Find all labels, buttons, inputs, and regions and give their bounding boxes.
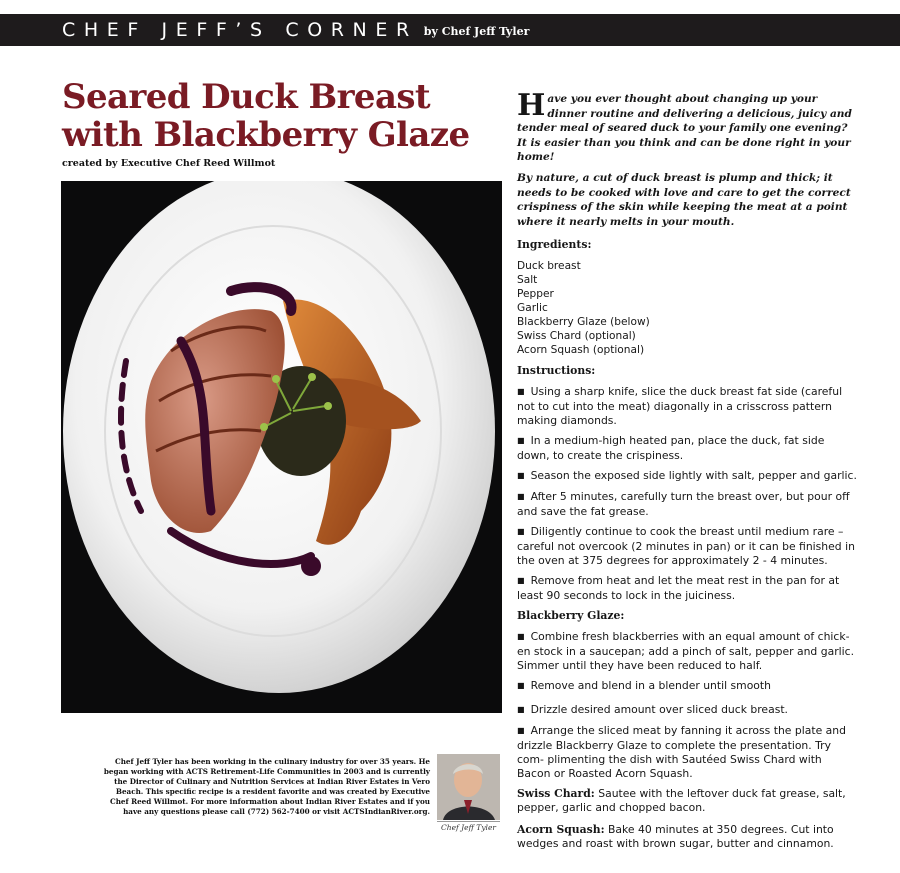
- section-banner: [0, 14, 900, 46]
- drop-cap: H: [517, 88, 546, 123]
- instruction-step: ■ After 5 minutes, carefully turn the breast over, but pour off and save the fat grease.: [517, 490, 857, 519]
- section-title: CHEF JEFF’S CORNER: [62, 19, 418, 41]
- acorn-squash-text: Bake 40 minutes at 350 degrees. Cut into wedges and roast with brown sugar, butter and cinnamon.: [517, 823, 834, 851]
- ingredient-item: Swiss Chard (optional): [517, 330, 636, 343]
- chef-portrait-illustration: [437, 754, 500, 820]
- swiss-chard-label: Swiss Chard:: [517, 787, 595, 801]
- ingredient-item: Duck breast: [517, 260, 581, 273]
- dish-photo: [61, 181, 502, 713]
- acorn-squash-label: Acorn Squash:: [517, 823, 605, 837]
- acorn-squash-note: [517, 823, 857, 851]
- chef-portrait: [437, 754, 500, 820]
- ingredients-heading: Ingredients:: [517, 238, 592, 252]
- ingredients-list: [517, 259, 857, 357]
- ingredient-item: Salt: [517, 274, 538, 287]
- instructions-list: [517, 385, 857, 603]
- instruction-step: ■ Using a sharp knife, slice the duck breast fat side (careful not to cut into the meat) diagonally in a crisscross pattern making diamonds.: [517, 385, 857, 428]
- chef-portrait-caption: Chef Jeff Tyler: [437, 821, 500, 832]
- intro-paragraph-2: By nature, a cut of duck breast is plump and thick; it needs to be cooked with love and care to get the correct crispiness of the skin while keeping the meat at a point where it nearly melts in your mouth.: [517, 171, 851, 228]
- ingredient-item: Pepper: [517, 288, 554, 301]
- instruction-step: ■ Remove from heat and let the meat rest in the pan for at least 90 seconds to lock in the juiciness.: [517, 574, 857, 603]
- recipe-title: [62, 78, 502, 154]
- instructions-heading: Instructions:: [517, 364, 596, 378]
- dish-illustration: [61, 181, 502, 713]
- swiss-chard-text: Sautee with the leftover duck fat grease, salt, pepper, garlic and chopped bacon.: [517, 787, 846, 815]
- glaze-step: ■ Combine fresh blackberries with an equal amount of chick- en stock in a saucepan; add a pinch of salt, pepper and garlic. Simmer until they have been reduced to half.: [517, 630, 857, 673]
- instruction-step: ■ Season the exposed side lightly with salt, pepper and garlic.: [517, 469, 857, 484]
- recipe-text-column: [517, 88, 857, 859]
- swiss-chard-note: [517, 787, 857, 815]
- instruction-step: ■ In a medium-high heated pan, place the duck, fat side down, to create the crispiness.: [517, 434, 857, 463]
- ingredient-item: Acorn Squash (optional): [517, 344, 645, 357]
- byline: by Chef Jeff Tyler: [423, 25, 530, 38]
- glaze-step: ■ Arrange the sliced meat by fanning it across the plate and drizzle Blackberry Glaze to complete the presentation. Try com- plimenting the dish with Sautéed Swiss Chard with Bacon or Roasted Acorn Squash.: [517, 724, 857, 781]
- intro-paragraph-1: Have you ever thought about changing up your dinner routine and delivering a delicious, juicy and tender meal of seared duck to your family one evening? It is easier than you think and can be done right in your home!: [517, 88, 852, 164]
- recipe-intro: [517, 88, 857, 229]
- glaze-steps-list: [517, 630, 857, 781]
- ingredient-item: Blackberry Glaze (below): [517, 316, 650, 329]
- chef-bio: Chef Jeff Tyler has been working in the culinary industry for over 35 years. He began working with ACTS Retirement-Life Communities in 2003 and is currently the Director of Culinary and Nutrition Services at Indian River Estates in Vero Beach. This specific recipe is a resident favorite and was created by Executive Chef Reed Willmot. For more information about Indian River Estates and if you have any questions please call (772) 562-7400 or visit ACTSIndianRiver.org.: [103, 757, 430, 816]
- ingredient-item: Garlic: [517, 302, 548, 315]
- glaze-heading: Blackberry Glaze:: [517, 609, 625, 623]
- recipe-title-line1: Seared Duck Breast: [62, 77, 431, 117]
- recipe-credit: created by Executive Chef Reed Willmot: [62, 158, 276, 169]
- glaze-pool: [301, 556, 321, 576]
- recipe-title-line2: with Blackberry Glaze: [62, 115, 470, 155]
- glaze-step: ■ Remove and blend in a blender until smooth: [517, 679, 857, 694]
- glaze-step: ■ Drizzle desired amount over sliced duck breast.: [517, 703, 857, 718]
- instruction-step: ■ Diligently continue to cook the breast until medium rare – careful not overcook (2 minutes in pan) or it can be finished in the oven at 375 degrees for approximately 2 - 4 minutes.: [517, 525, 857, 568]
